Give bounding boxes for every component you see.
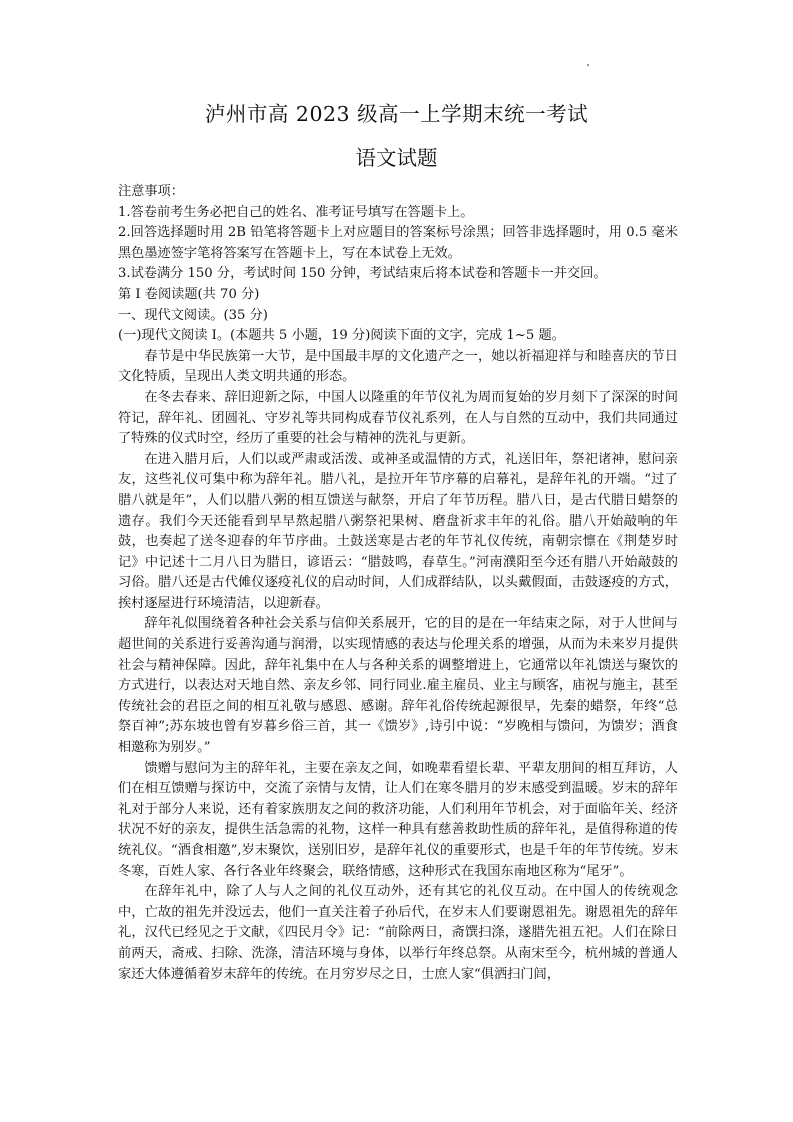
passage-paragraph-2: 在冬去春来、辞旧迎新之际，中国人以隆重的年节仪礼为周而复始的岁月刻下了深深的时间符记，辞年礼、团圆礼、守岁礼等共同构成春节仪礼系列，在人与自然的互动中，我们共同通过了特殊的仪式时空，经历了重要的社会与精神的洗礼与更新。 bbox=[118, 389, 678, 447]
passage-paragraph-6: 在辞年礼中，除了人与人之间的礼仪互动外，还有其它的礼仪互动。在中国人的传统观念中，亡故的祖先并没远去，他们一直关注着子孙后代，在岁末人们要谢恩祖先。谢恩祖先的辞年礼，汉代已经见之于文献，《四民月令》记：“前除两日，斋馔扫涤，遂腊先祖五祀。人们在除日前两天，斋戒、扫除、洗涤，清洁环境与身体，以举行年终总祭。从南宋至今，杭州城的普通人家还大体遵循着岁末辞年的传统。在月穷岁尽之日，士庶人家“俱洒扫门闾， bbox=[118, 884, 678, 982]
passage-paragraph-1: 春节是中华民族第一大节，是中国最丰厚的文化遗产之一，她以祈福迎祥与和睦喜庆的节日文化特质，呈现出人类文明共通的形态。 bbox=[118, 348, 678, 385]
subsection-instructions: (一)现代文阅读 Ⅰ。(本题共 5 小题，19 分)阅读下面的文字，完成 1~5 题。 bbox=[118, 328, 565, 344]
notice-item-3: 3.试卷满分 150 分，考试时间 150 分钟，考试结束后将本试卷和答题卡一并交回。 bbox=[118, 266, 607, 282]
subject-title: 语文试题 bbox=[355, 146, 438, 170]
passage-paragraph-5: 馈赠与慰问为主的辞年礼，主要在亲友之间，如晚辈看望长辈、平辈友朋间的相互拜访，人们在相互馈赠与探访中，交流了亲情与友情，让人们在寒冬腊月的岁末感受到温暖。岁末的辞年礼对于部分人来说，还有着家族朋友之间的救济功能，人们利用年节机会，对于面临年关、经济状况不好的亲友，提供生活急需的礼物，这样一种具有慈善救助性质的辞年礼，是值得称道的传统礼仪。“酒食相邀”,岁末聚饮，送别旧岁，是辞年礼仪的重要形式，也是千年的年节传统。岁末冬寒，百姓人家、各行各业年终聚会，联络情感，这种形式在我国东南地区称为“尾牙”。 bbox=[118, 760, 678, 879]
scan-speck bbox=[587, 64, 589, 66]
passage-paragraph-4: 辞年礼似围绕着各种社会关系与信仰关系展开，它的目的是在一年结束之际，对于人世间与超世间的关系进行妥善沟通与润滑，以实现情感的表达与伦理关系的增强，从而为未来岁月提供社会与精神保障。因此，辞年礼集中在人与各种关系的调整增进上，它通常以年礼馈送与聚饮的方式进行，以表达对天地自然、亲友乡邻、同行同业.雇主雇员、业主与顾客，庙祝与施主，甚至传统社会的君臣之间的相互礼敬与感恩、感谢。辞年礼俗传统起源很早，先秦的蜡祭，年终“总祭百神”;苏东坡也曾有岁暮乡俗三首，其一《馈岁》,诗引中说：“岁晚相与馈问，为馈岁；酒食相邀称为别岁。” bbox=[118, 616, 678, 756]
notice-item-2: 2.回答选择题时用 2B 铅笔将答题卡上对应题目的答案标号涂黑；回答非选择题时，用 0.5 毫米黑色墨迹签字笔将答案写在答题卡上，写在本试卷上无效。 bbox=[118, 225, 678, 261]
part-heading: 第 Ⅰ 卷阅读题(共 70 分) bbox=[118, 286, 260, 302]
section-heading: 一、现代文阅读。(35 分) bbox=[118, 307, 268, 323]
document-body bbox=[118, 182, 678, 985]
passage-paragraph-3: 在进入腊月后，人们以或严肃或活泼、或神圣或温情的方式，礼送旧年，祭祀诸神，慰问亲友，这些礼仪可集中称为辞年礼。腊八礼，是拉开年节序幕的启幕礼，是辞年礼的开端。“过了腊八就是年”，人们以腊八粥的相互馈送与献祭，开启了年节历程。腊八日，是古代腊日蜡祭的遗存。我们今天还能看到早早熬起腊八粥祭祀果树、磨盘祈求丰年的礼俗。腊八开始敲响的年鼓，也奏起了送冬迎春的年节序曲。土鼓送寒是古老的年节礼仪传统，南朝宗懔在《荆楚岁时记》中记述十二月八日为腊日，谚语云：“腊鼓鸣，春草生。”河南濮阳至今还有腊八开始敲鼓的习俗。腊八还是古代傩仪逐疫礼仪的启动时间，人们成群结队，以头戴假面，击鼓逐疫的方式，挨村逐屋进行环境清洁，以迎新春。 bbox=[118, 451, 678, 611]
notice-heading: 注意事项： bbox=[118, 184, 184, 199]
exam-title: 泸州市高 2023 级高一上学期末统一考试 bbox=[204, 102, 589, 126]
notice-item-1: 1.答卷前考生务必把自己的姓名、准考证号填写在答题卡上。 bbox=[118, 204, 474, 220]
